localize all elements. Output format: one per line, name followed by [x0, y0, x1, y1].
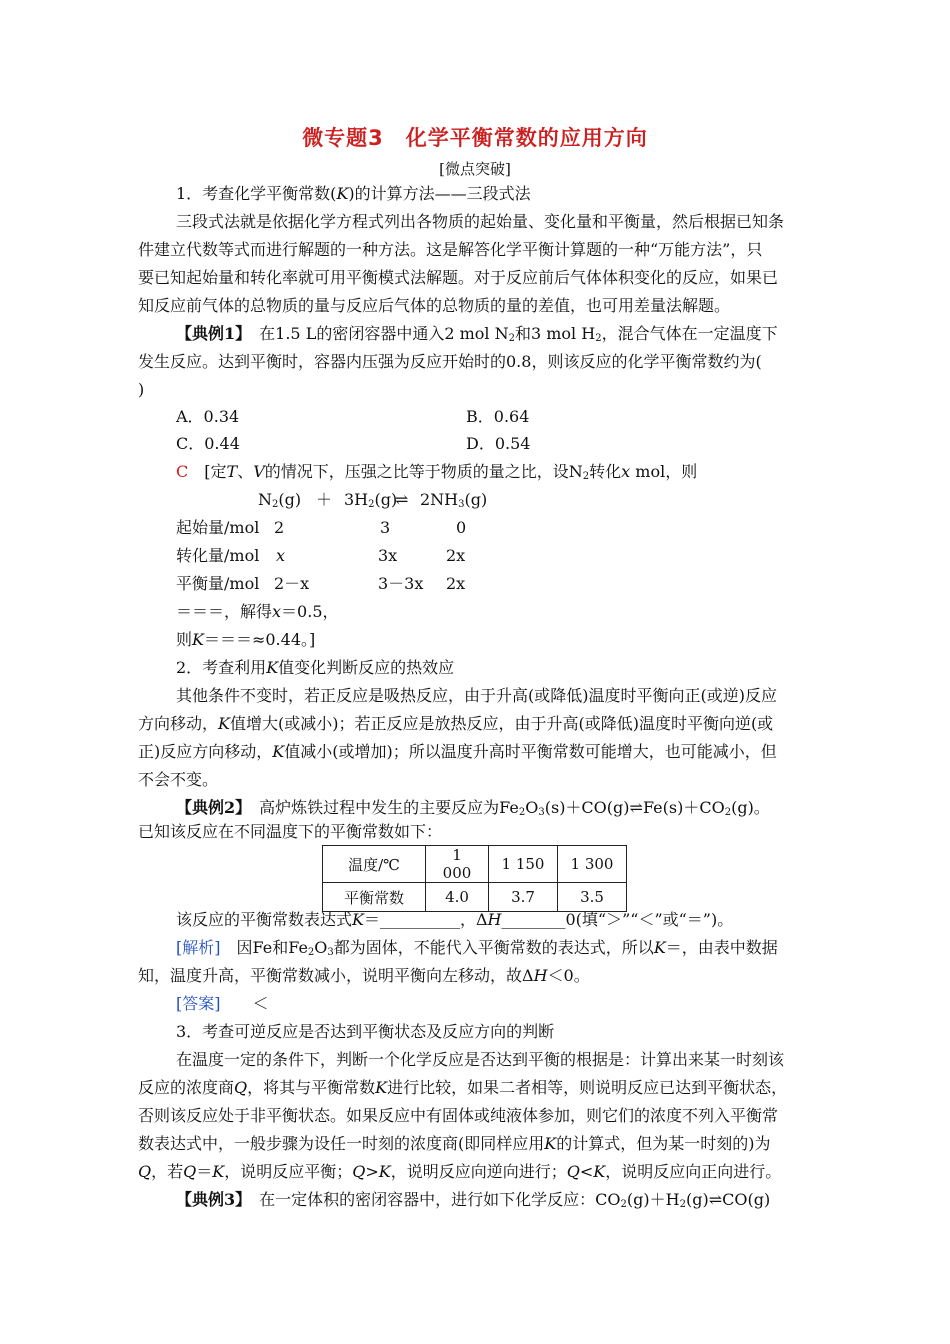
section-1-heading: 1．考查化学平衡常数(K)的计算方法——三段式法	[176, 184, 531, 203]
row-change-n2: x	[276, 546, 286, 565]
table-cell: 1 000	[426, 846, 489, 883]
paragraph-line: Q，若Q＝K，说明反应平衡；Q>K，说明反应向逆向进行；Q<K，说明反应向正向进行。	[138, 1162, 782, 1181]
product-nh3: $2NH_3(g)$	[420, 490, 488, 510]
answer-line	[176, 994, 269, 1014]
example-3-question: 【典例3】 在一定体积的密闭容器中，进行如下化学反应：$CO_2(g)+H_2(g)\rightleftharpoons CO(g)$	[176, 1190, 771, 1210]
example-1-question: 【典例1】 在1.5 L的密闭容器中通入2 mol $N_2$和3 mol $H_2$，混合气体在一定温度下	[176, 324, 778, 344]
row-initial-n2: 2	[274, 518, 285, 537]
paragraph-line: 知反应前气体的总物质的量与反应后气体的总物质的量的差值，也可用差量法解题。	[138, 296, 731, 315]
table-cell: 1 150	[489, 846, 558, 883]
option-d: D．0.54	[466, 434, 531, 453]
row-equilibrium-nh3: 2x	[446, 574, 466, 593]
equilibrium-arrow-icon: ⇌	[395, 490, 409, 509]
paragraph-line: 数表达式中，一般步骤为设任一时刻的浓度商(即同样应用K的计算式，但为某一时刻的)为	[138, 1134, 771, 1153]
row-change-label: 转化量/mol	[176, 546, 260, 565]
answer-tag: [答案]	[176, 994, 221, 1013]
answer-letter: C	[176, 462, 189, 481]
row-equilibrium-h2: 3－3x	[378, 574, 424, 593]
option-c: C．0.44	[176, 434, 240, 453]
table-cell: 平衡常数	[323, 883, 426, 912]
answer-value: ＜	[252, 994, 269, 1013]
table-cell: 1 300	[558, 846, 627, 883]
example-2-question: 【典例2】 高炉炼铁过程中发生的主要反应为$Fe_2O_3(s)+CO(g)\rightleftharpoons Fe(s)+CO_2(g)$。	[176, 798, 770, 818]
reactant-h2: $3H_2(g)$	[344, 490, 398, 510]
equilibrium-arrow-icon: ⇌	[629, 798, 643, 817]
row-initial-label: 起始量/mol	[176, 518, 260, 537]
paragraph-line: 已知该反应在不同温度下的平衡常数如下：	[138, 822, 443, 841]
reactant-n2: $N_2(g)$	[258, 490, 302, 510]
equilibrium-arrow-icon: ⇌	[708, 1190, 723, 1209]
table-cell: 3.7	[489, 883, 558, 912]
paragraph-line: )	[138, 380, 145, 399]
paragraph-line: 方向移动，K值增大(或减小)；若正反应是放热反应，由于升高(或降低)温度时平衡向逆(或	[138, 714, 774, 733]
section-2-heading: 2．考查利用K值变化判断反应的热效应	[176, 658, 455, 677]
section-subtitle: [微点突破]	[439, 160, 511, 178]
row-change-nh3: 2x	[446, 546, 466, 565]
table-header-row	[323, 846, 627, 883]
option-b: B．0.64	[466, 407, 530, 426]
section-3-heading: 3．考查可逆反应是否达到平衡状态及反应方向的判断	[176, 1022, 555, 1041]
row-equilibrium-label: 平衡量/mol	[176, 574, 260, 593]
paragraph-line: 件建立代数等式而进行解题的一种方法。这是解答化学平衡计算题的一种“万能方法”，只	[138, 240, 763, 259]
paragraph-line: 不会不变。	[138, 770, 219, 789]
paragraph-line: 反应的浓度商Q，将其与平衡常数K进行比较，如果二者相等，则说明反应已达到平衡状态，	[138, 1078, 788, 1097]
paragraph-line: 要已知起始量和转化率就可用平衡模式法解题。对于反应前后气体体积变化的反应，如果已	[138, 268, 779, 287]
equilibrium-constant-table	[322, 845, 627, 912]
table-row	[323, 883, 627, 912]
calc-line-1: ＝＝＝，解得x＝0.5，	[176, 602, 339, 621]
paragraph-line: 其他条件不变时，若正反应是吸热反应，由于升高(或降低)温度时平衡向正(或逆)反应	[176, 686, 777, 705]
table-cell: 温度/℃	[323, 846, 426, 883]
paragraph-line: 发生反应。达到平衡时，容器内压强为反应开始时的0.8，则该反应的化学平衡常数约为(	[138, 352, 762, 371]
calc-line-2: 则K＝＝＝≈0.44。]	[176, 630, 316, 649]
example-1-solution: C [定T、V的情况下，压强之比等于物质的量之比，设$N_2$转化x mol，则	[176, 462, 698, 482]
analysis-tag: [解析]	[176, 938, 221, 957]
analysis-line: [解析] 因Fe和$Fe_2O_3$都为固体，不能代入平衡常数的表达式，所以K＝，由表中数据	[176, 938, 778, 958]
paragraph-line: 三段式法就是依据化学方程式列出各物质的起始量、变化量和平衡量，然后根据已知条	[176, 212, 785, 231]
row-change-h2: 3x	[378, 546, 398, 565]
option-a: A．0.34	[176, 407, 240, 426]
page-title: 微专题3 化学平衡常数的应用方向	[302, 126, 648, 150]
row-equilibrium-n2: 2－x	[274, 574, 310, 593]
fill-in-question: 该反应的平衡常数表达式K＝__________，ΔH________0(填“＞”“＜”或“＝”)。	[176, 910, 734, 929]
paragraph-line: 知，温度升高，平衡常数减小，说明平衡向左移动，故ΔH＜0。	[138, 966, 590, 985]
paragraph-line: 否则该反应处于非平衡状态。如果反应中有固体或纯液体参加，则它们的浓度不列入平衡常	[138, 1106, 779, 1125]
row-initial-h2: 3	[380, 518, 391, 537]
row-initial-nh3: 0	[456, 518, 467, 537]
table-cell: 3.5	[558, 883, 627, 912]
plus-sign: ＋	[316, 490, 333, 509]
paragraph-line: 正)反应方向移动，K值减小(或增加)；所以温度升高时平衡常数可能增大，也可能减小，但	[138, 742, 777, 761]
table-cell: 4.0	[426, 883, 489, 912]
paragraph-line: 在温度一定的条件下，判断一个化学反应是否达到平衡的根据是：计算出来某一时刻该	[176, 1050, 785, 1069]
